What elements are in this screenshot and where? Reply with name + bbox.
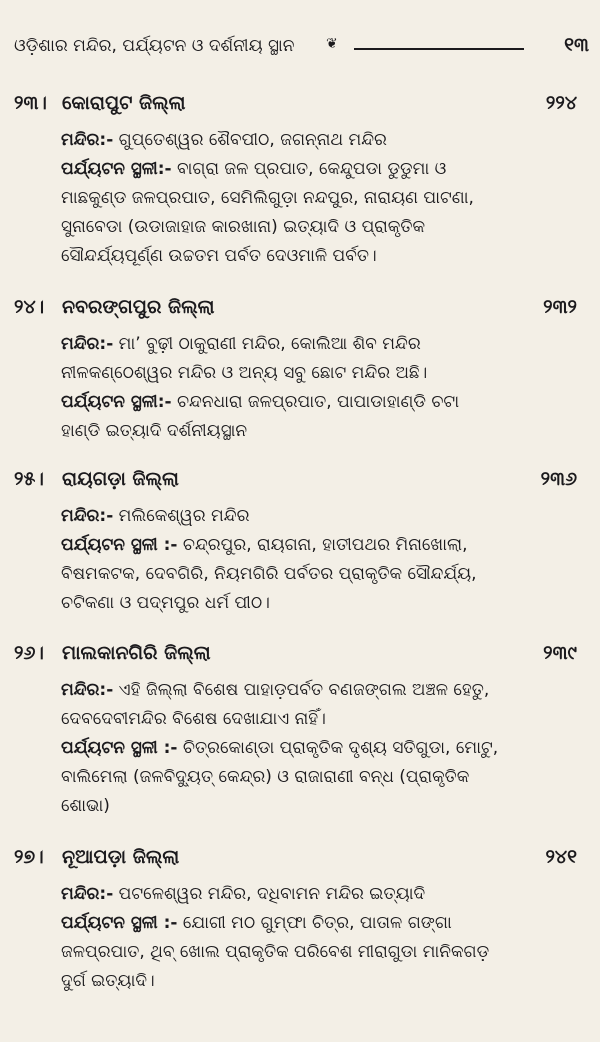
district-entry-malkangiri — [14, 642, 589, 821]
entry-number: ୨୬। — [14, 642, 44, 664]
line-text: ଚିତ୍ରକୋଣ୍ଡା ପ୍ରାକୃତିକ ଦୃଶ୍ୟ ସତିଗୁଡା, ମୋଟୁ, — [177, 738, 499, 758]
district-name: ରାୟଗଡ଼ା ଜିଲ୍ଲା — [62, 468, 179, 490]
entry-line — [61, 880, 589, 909]
entry-line — [61, 359, 589, 388]
district-name: କୋରାପୁଟ ଜିଲ୍ଲା — [62, 92, 186, 114]
entry-heading — [14, 92, 589, 126]
entry-page-ref: ୨୪୧ — [545, 846, 577, 868]
temple-label: ମନ୍ଦିର:- — [61, 334, 114, 354]
district-entry-nuapada — [14, 846, 589, 996]
line-text: ଚନ୍ଦ୍ରପୁର, ରାୟଗନା, ହାତୀପଥର ମିନାଖୋଲା, — [177, 535, 468, 555]
entry-line — [61, 967, 589, 996]
entry-line — [61, 155, 589, 184]
line-text: ବାଗ୍ରା ଜଳ ପ୍ରପାତ, କେନ୍ଦୁପଡା ଡୁଡୁମା ଓ — [171, 159, 447, 179]
page-number: ୧୩ — [564, 34, 589, 56]
entry-line — [61, 938, 589, 967]
entry-line — [61, 330, 589, 359]
entry-line — [61, 126, 589, 155]
district-entry-nabarangpur — [14, 296, 589, 446]
entry-line — [61, 734, 589, 763]
line-text: ବାଲିମେଲା (ଜଳବିଦ୍ୟୁତ୍ କେନ୍ଦ୍ର) ଓ ରାଜାରାଣୀ ବନ୍ଧ (ପ୍ରାକୃତିକ — [61, 767, 470, 787]
entry-line — [61, 763, 589, 792]
entry-page-ref: ୨୩୯ — [543, 642, 577, 664]
entry-number: ୨୫। — [14, 468, 44, 490]
entry-line — [61, 792, 589, 821]
line-text: ସୌନ୍ଦର୍ଯ୍ୟପୂର୍ଣ୍ଣ ଉଚ୍ଚତମ ପର୍ବତ ଦେଓମାଳି ପର୍ବତ। — [61, 246, 377, 266]
entry-heading — [14, 642, 589, 676]
entry-line — [61, 242, 589, 271]
running-header — [14, 34, 589, 62]
line-text: ଯୋଗୀ ମଠ ଗୁମ୍ଫା ଚିତ୍ର, ପାତାଳ ଗଙ୍ଗା — [177, 913, 452, 933]
line-text: ବିଷମକଟକ, ଦେବଗିରି, ନିୟମଗିରି ପର୍ବତର ପ୍ରାକୃତିକ ସୌନ୍ଦର୍ଯ୍ୟ, — [61, 564, 477, 584]
tourism-label: ପର୍ଯ୍ୟଟନ ସ୍ଥଳୀ :- — [61, 913, 178, 933]
line-text: ମା’ ବୁଢ଼ୀ ଠାକୁରାଣୀ ମନ୍ଦିର, କୋଲିଆ ଶିବ ମନ୍ଦିର — [113, 334, 421, 354]
district-entry-koraput — [14, 92, 589, 271]
line-text: ଜଳପ୍ରପାତ, ଥିବ୍ ଖୋଲ ପ୍ରାକୃତିକ ପରିବେଶ ମୀରାଗୁଡା ମାନିକଗଡ଼ — [61, 942, 490, 962]
entry-number: ୨୪। — [14, 296, 45, 318]
entry-line — [61, 676, 589, 705]
line-text: ଦେବଦେବୀମନ୍ଦିର ବିଶେଷ ଦେଖାଯାଏ ନାହିଁ। — [61, 709, 326, 729]
line-text: ମାଛକୁଣ୍ଡ ଜଳପ୍ରପାତ, ସେମିଲିଗୁଡ଼ା ନନ୍ଦପୁର, ନାରାୟଣ ପାଟଣା, — [61, 188, 474, 208]
running-title: ଓଡ଼ିଶାର ମନ୍ଦିର, ପର୍ଯ୍ୟଟନ ଓ ଦର୍ଶନୀୟ ସ୍ଥାନ — [14, 36, 295, 56]
district-name: ମାଲକାନଗିରି ଜିଲ୍ଲା — [62, 642, 211, 664]
tourism-label: ପର୍ଯ୍ୟଟନ ସ୍ଥଳୀ :- — [61, 738, 178, 758]
line-text: ନୀଳକଣ୍ଠେଶ୍ୱର ମନ୍ଦିର ଓ ଅନ୍ୟ ସବୁ ଛୋଟ ମନ୍ଦିର ଅଛି। — [61, 363, 428, 383]
line-text: ଶୋଭା) — [61, 796, 110, 816]
tourism-label: ପର୍ଯ୍ୟଟନ ସ୍ଥଳୀ :- — [61, 535, 178, 555]
entry-line — [61, 502, 589, 531]
entry-line — [61, 705, 589, 734]
line-text: ଏହି ଜିଲ୍ଲା ବିଶେଷ ପାହାଡ଼ପର୍ବତ ବଣଜଙ୍ଗଲ ଅଞ୍ଚଳ ହେତୁ, — [113, 680, 490, 700]
temple-label: ମନ୍ଦିର:- — [61, 680, 114, 700]
entry-line — [61, 909, 589, 938]
entry-line — [61, 417, 589, 446]
entry-line — [61, 184, 589, 213]
district-entry-rayagada — [14, 468, 589, 618]
entry-line — [61, 388, 589, 417]
entry-line — [61, 560, 589, 589]
entry-line — [61, 213, 589, 242]
flourish-ornament-icon: ❦ — [326, 36, 338, 52]
line-text: ହାଣ୍ଡି ଇତ୍ୟାଦି ଦର୍ଶନୀୟସ୍ଥାନ — [61, 421, 248, 441]
line-text: ପଟଳେଶ୍ୱର ମନ୍ଦିର, ଦଧିବାମନ ମନ୍ଦିର ଇତ୍ୟାଦି — [113, 884, 426, 904]
entry-heading — [14, 846, 589, 880]
entry-number: ୨୭। — [14, 846, 44, 868]
line-text: ଗୁପ୍ତେଶ୍ୱର ଶୈବପୀଠ, ଜଗନ୍ନାଥ ମନ୍ଦିର — [113, 130, 387, 150]
entry-page-ref: ୨୨୪ — [545, 92, 577, 114]
temple-label: ମନ୍ଦିର:- — [61, 130, 114, 150]
line-text: ସୁନାବେଡା (ଉଡାଜାହାଜ କାରଖାନା) ଇତ୍ୟାଦି ଓ ପ୍ରାକୃତିକ — [61, 217, 426, 237]
entry-line — [61, 589, 589, 618]
district-name: ନବରଙ୍ଗପୁର ଜିଲ୍ଲା — [62, 296, 215, 318]
entry-page-ref: ୨୩୬ — [540, 468, 577, 490]
temple-label: ମନ୍ଦିର:- — [61, 506, 114, 526]
entry-number: ୨୩। — [14, 92, 47, 114]
entry-heading — [14, 296, 589, 330]
tourism-label: ପର୍ଯ୍ୟଟନ ସ୍ଥଳୀ:- — [61, 159, 172, 179]
entry-page-ref: ୨୩୨ — [543, 296, 577, 318]
line-text: ଦୁର୍ଗ ଇତ୍ୟାଦି। — [61, 971, 155, 991]
temple-label: ମନ୍ଦିର:- — [61, 884, 114, 904]
district-name: ନୂଆପଡ଼ା ଜିଲ୍ଲା — [62, 846, 180, 868]
entry-line — [61, 531, 589, 560]
entry-heading — [14, 468, 589, 502]
tourism-label: ପର୍ଯ୍ୟଟନ ସ୍ଥଳୀ:- — [61, 392, 172, 412]
header-rule — [354, 48, 524, 50]
line-text: ଚଟିକଣା ଓ ପଦ୍ମପୁର ଧର୍ମ ପୀଠ। — [61, 593, 270, 613]
line-text: ମଲିକେଶ୍ୱର ମନ୍ଦିର — [113, 506, 250, 526]
line-text: ଚନ୍ଦନଧାରା ଜଳପ୍ରପାତ, ପାପାଡାହାଣ୍ଡି ଚଟା — [171, 392, 460, 412]
